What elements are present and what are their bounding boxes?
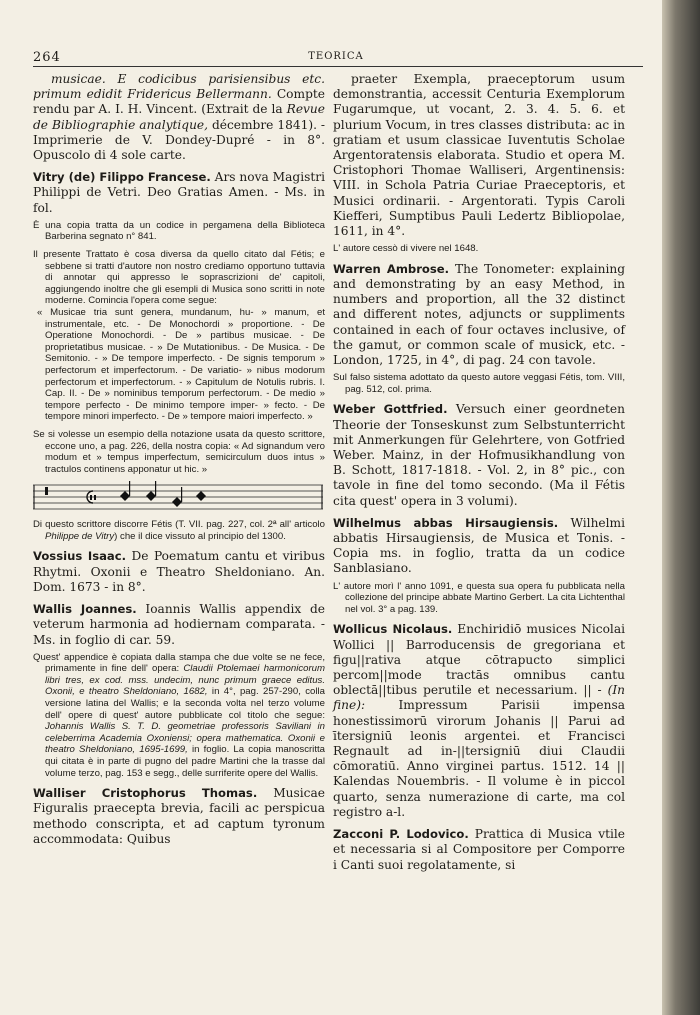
footnote bbox=[33, 519, 325, 542]
footnote-text: in 4°, pag. 257-290, colla versione latina del Wallis; e la seconda volta nel terzo volume dell' opere di quest' autore pubblicate col titolo che segue: bbox=[45, 686, 325, 721]
footnote-text: Johannis Wallis S. T. D. geometriae professoris Saviliani in celeberrima Academia Oxoniensi; opera mathematica. Oxonii e theatro Sheldoniano, 1695-1699, bbox=[45, 721, 325, 756]
footnote: È una copia tratta da un codice in pergamena della Biblioteca Barberina segnato n° 841. bbox=[33, 219, 325, 243]
entry-text: Musicae Figuralis praecepta brevia, facili ac perspicua methodo conscripta, et ad captum tyronum accommodata: Quibus bbox=[33, 786, 325, 846]
entry-vossius bbox=[33, 549, 325, 595]
footnote-text: Claudii Ptolemaei harmonicorum libri tres, ex cod. mss. undecim, nunc primum graece editus. Oxonii, e theatro Sheldoniano, 1682, bbox=[45, 663, 326, 698]
entry-walliser bbox=[33, 786, 325, 847]
right-column bbox=[333, 72, 625, 880]
footnote bbox=[33, 652, 325, 780]
entry-text: Ars nova Magistri Philippi de Vetri. Deo Gratias Amen. - Ms. in fol. bbox=[33, 170, 325, 215]
footnote-text: Di questo scrittore discorre Fétis (T. VII. pag. 227, col. 2ª all' articolo bbox=[33, 519, 325, 531]
footnote: L' autore morì l' anno 1091, e questa sua opera fu pubblicata nella collezione del principe abbate Martino Gerbert. La cita Lichtenthal nel vol. 3° a pag. 139. bbox=[333, 580, 625, 615]
entry-heading: Walliser Cristophorus Thomas. bbox=[33, 786, 258, 801]
footnote: Se si volesse un esempio della notazione usata da questo scrittore, eccone uno, a pag. 226, della nostra copia: « Ad signandum vero modum et » tempus imperfectum, semicirculum duos intus » tractulos continens apponatur ut hic. » bbox=[33, 428, 325, 475]
entry-text: Revue de Bibliographie analytique, bbox=[33, 102, 325, 132]
entry-text: musicae. E codicibus parisiensibus etc. primum edidit Fridericus Bellermann. bbox=[33, 72, 325, 102]
entry-text: (In fine): bbox=[333, 683, 625, 713]
entry-text: Impressum Parisii impensa honestissimorū virorum Johanis || Parui ad ītersigniū leonis argentei. et Francisci Regnault ad in-||tersigniū diui Claudii cōmoratiū. Anno virginei partus. 1512. 14 || Kalendas Nouembris. - Il volume è in piccol quarto, senza numerazione di carte, ma col registro a-l. bbox=[333, 698, 625, 819]
entry-heading: Warren Ambrose. bbox=[333, 261, 450, 276]
entry-zacconi bbox=[333, 827, 625, 873]
footnote-text: ) che il dice vissuto al principio del 1300. bbox=[114, 530, 286, 542]
footnote-text: Quest' appendice è copiata dalla stampa che due volte se ne fece, primamente in fine dell' opera: bbox=[33, 651, 325, 675]
entry-heading: Wilhelmus abbas Hirsaugiensis. bbox=[333, 515, 559, 530]
entry-heading: Vossius Isaac. bbox=[33, 549, 127, 564]
page-header bbox=[33, 50, 639, 66]
quotation: « Musicae tria sunt genera, mundanum, hu- » manum, et instrumentale, etc. - De Monochordi » proportione. - De Operatione Monochordi. - De » partibus musicae. - De proprietatibus musicae. - » De Mutationibus. - De Musica. - De Semitonio. - » De tempore imperfecto. - De signis temporum » perfectorum et imperfectorum. - De variatio- » nibus modorum perfectorum et imperfectorum. - » Capitulum de Notulis rubris. I. Cap. II. - De » nominibus temporum perfectorum. - De medio » tempore perfecto - De minimo tempore imper- » fecto. - De tempore minori imperfecto. - De » tempore maiori imperfecto. » bbox=[37, 306, 325, 423]
music-notation-example bbox=[33, 479, 323, 515]
entry-text: De Poematum cantu et viribus Rhytmi. Oxonii e Theatro Sheldoniano. An. Dom. 1673 - in 8°. bbox=[33, 549, 325, 594]
entry-continued-right bbox=[333, 72, 625, 255]
entry-text: Wilhelmi abbatis Hirsaugiensis, de Musica et Tonis. - Copia ms. in foglio, tratta da un codice Sanblasiano. bbox=[333, 515, 625, 576]
entry-heading: Wallis Joannes. bbox=[33, 602, 137, 617]
footnote-text: in foglio. La copia manoscritta qui citata è in parte di pugno del padre Martini che la trasse dal volume terzo, pag. 153 e segg., delle surriferite opere del Wallis. bbox=[45, 744, 325, 779]
entry-wallis bbox=[33, 602, 325, 779]
entry-wilhelmus bbox=[333, 516, 625, 616]
entry-text: Versuch einer geordneten Theorie der Tonseskunst zum Selbstunterricht mit Anmerkungen für Gelehrtere, von Gotfried Weber. Mainz, in der Hofmusikhandlung von B. Schott, 1817-1818. - Vol. 2, in 8° pic., con tavole in fine del tomo secondo. (Ma il Fétis cita quest' opera in 3 volumi). bbox=[333, 402, 625, 508]
entry-weber bbox=[333, 402, 625, 508]
entry-heading: Wollicus Nicolaus. bbox=[333, 622, 453, 637]
entry-text: Ioannis Wallis appendix de veterum harmonia ad hodiernam comparata. - Ms. in foglio di car. 59. bbox=[33, 602, 326, 647]
entry-warren bbox=[333, 262, 625, 396]
page-number: 264 bbox=[33, 50, 61, 65]
header-rule bbox=[33, 66, 643, 67]
entry-text: Enchiridiō musices Nicolai Wollici || Barroducensis de gregoriana et figu||rativa atque cōtrapucto simplici percom||mode tractās omnibus cantu oblectā||tibus perutile et necessarium. || - bbox=[333, 622, 625, 698]
footnote: L' autore cessò di vivere nel 1648. bbox=[333, 243, 479, 255]
footnote: Sul falso sistema adottato da questo autore veggasi Fétis, tom. VIII, pag. 512, col. prima. bbox=[333, 372, 625, 395]
entry-text: Prattica di Musica vtile et necessaria si al Compositore per Comporre i Canti suoi regolatamente, si bbox=[333, 827, 626, 872]
entry-heading: Vitry (de) Filippo Francese. bbox=[33, 170, 211, 185]
left-column bbox=[33, 72, 325, 854]
entry-heading: Weber Gottfried. bbox=[333, 402, 448, 417]
footnote-text: Philippe de Vitry bbox=[45, 530, 115, 542]
book-spine-shadow bbox=[662, 0, 700, 1015]
entry-text: The Tonometer: explaining and demonstrating by an easy Method, in numbers and proportion, all the 32 distinct and different notes, adjuncts or suppliments contained in each of four octaves inclusive, of the gamut, or common scale of musick, etc. - London, 1725, in 4°, di pag. 24 con tavole. bbox=[333, 261, 625, 368]
running-title: TEORICA bbox=[308, 51, 364, 62]
entry-vitry bbox=[33, 170, 325, 542]
entry-text: décembre 1841). - Imprimerie de V. Dondey-Dupré - in 8°. Opuscolo di 4 sole carte. bbox=[33, 117, 326, 163]
entry-continued-left bbox=[33, 72, 325, 163]
footnote: Il presente Trattato è cosa diversa da quello citato dal Fétis; e sebbene si tratti d'autore non nostro crediamo opportuno tuttavia di annotar qui appresso le soprascrizioni de' capitoli, aggiungendo inoltre che gli esempli di Musica sono scritti in note moderne. Comincia l'opera come segue: bbox=[33, 249, 325, 307]
entry-text: praeter Exempla, praeceptorum usum demonstrantia, accessit Centuria Exemplorum Fugarumque, ut vocant, 2. 3. 4. 5. 6. et plurium Vocum, in tres classes distributa: ac in gratiam et usum classicae Iuventutis Scholae Argentoratensis elaborata. Studio et opera M. Cristophori Thomae Walliseri, Argentinensis: VIII. in Schola Patria Curiae Praeceptoris, et Musici ordinarii. - Argentorati. Typis Caroli Kiefferi, Sumptibus Pauli Ledertz Bibliopolae, 1611, in 4°. bbox=[333, 72, 625, 239]
entry-wollicus bbox=[333, 622, 625, 820]
entry-heading: Zacconi P. Lodovico. bbox=[333, 827, 469, 842]
entry-text: Compte rendu par A. I. H. Vincent. (Extrait de la bbox=[33, 87, 325, 117]
